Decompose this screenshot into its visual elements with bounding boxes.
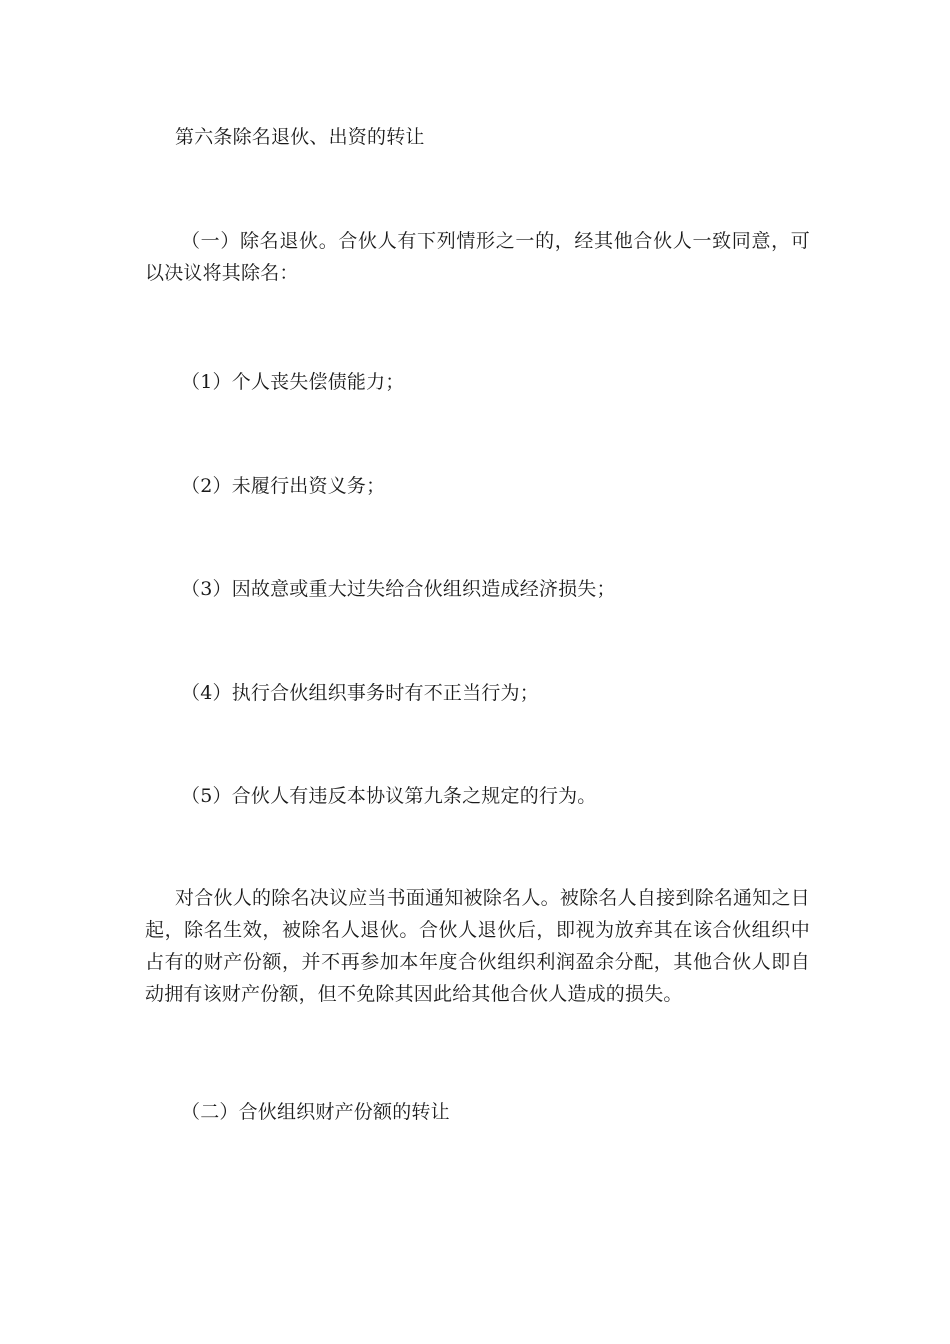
closing-paragraph: 对合伙人的除名决议应当书面通知被除名人。被除名人自接到除名通知之日起，除名生效，被除名人退伙。合伙人退伙后，即视为放弃其在该合伙组织中占有的财产份额，并不再参加本年度合伙组织利润盈余分配，其他合伙人即自动拥有该财产份额，但不免除其因此给其他合伙人造成的损失。 <box>145 887 810 1005</box>
list-item-2: （2）未履行出资义务； <box>181 475 386 497</box>
list-item-3: （3）因故意或重大过失给合伙组织造成经济损失； <box>181 578 616 600</box>
section-1-intro: （一）除名退伙。合伙人有下列情形之一的，经其他合伙人一致同意，可以决议将其除名： <box>145 230 810 284</box>
section-2-heading: （二）合伙组织财产份额的转让 <box>181 1101 450 1123</box>
list-item-4: （4）执行合伙组织事务时有不正当行为； <box>181 682 539 704</box>
article-heading: 第六条除名退伙、出资的转让 <box>175 126 425 148</box>
list-item-5: （5）合伙人有违反本协议第九条之规定的行为。 <box>181 785 597 807</box>
list-item-1: （1）个人丧失偿债能力； <box>181 371 405 393</box>
